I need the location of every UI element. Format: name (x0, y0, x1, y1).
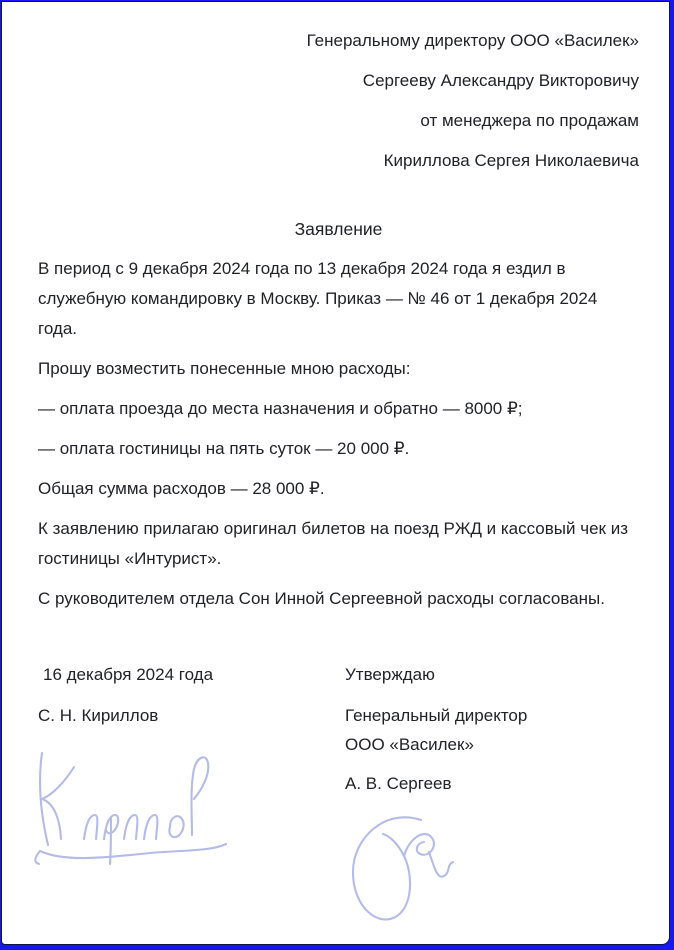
signature-section (38, 660, 639, 927)
paragraph-request: Прошу возместить понесенные мною расходы: (38, 359, 411, 378)
signer-name: С. Н. Кириллов (38, 706, 159, 725)
sergeev-handwritten-signature (341, 812, 481, 927)
kirillov-handwritten-signature (30, 747, 230, 867)
paragraph-expense-travel: — оплата проезда до места назначения и обратно — 8000 ₽; (38, 399, 523, 418)
document-title: Заявление (294, 219, 383, 239)
header-line-recipient-name: Сергееву Александру Викторовичу (362, 71, 639, 90)
approver-name: А. В. Сергеев (345, 774, 452, 793)
document-page (1, 1, 670, 945)
header-line-sender-title: от менеджера по продажам (420, 111, 639, 130)
approver-position: Генеральный директор (345, 706, 528, 725)
approver-company: ООО «Василек» (345, 735, 474, 754)
approve-label: Утверждаю (345, 665, 435, 684)
header-line-sender-name: Кириллова Сергея Николаевича (383, 151, 639, 170)
header-line-recipient-title: Генеральному директору ООО «Василек» (306, 31, 639, 50)
addressee-header (38, 26, 639, 176)
paragraph-approval-note: С руководителем отдела Сон Инной Сергеевной расходы согласованы. (38, 589, 605, 608)
approver-column (345, 660, 639, 927)
paragraph-expense-hotel: — оплата гостиницы на пять суток — 20 000 ₽. (38, 439, 410, 458)
paragraph-attachments: К заявлению прилагаю оригинал билетов на поезд РЖД и кассовый чек из гостиницы «Интурист». (38, 519, 628, 568)
document-body (38, 254, 639, 614)
paragraph-total: Общая сумма расходов — 28 000 ₽. (38, 479, 325, 498)
paragraph-trip-period: В период с 9 декабря 2024 года по 13 декабря 2024 года я ездил в служебную командировку в Москву. Приказ — № 46 от 1 декабря 2024 года. (38, 259, 598, 338)
document-date: 16 декабря 2024 года (43, 665, 214, 684)
signer-column (38, 660, 345, 927)
